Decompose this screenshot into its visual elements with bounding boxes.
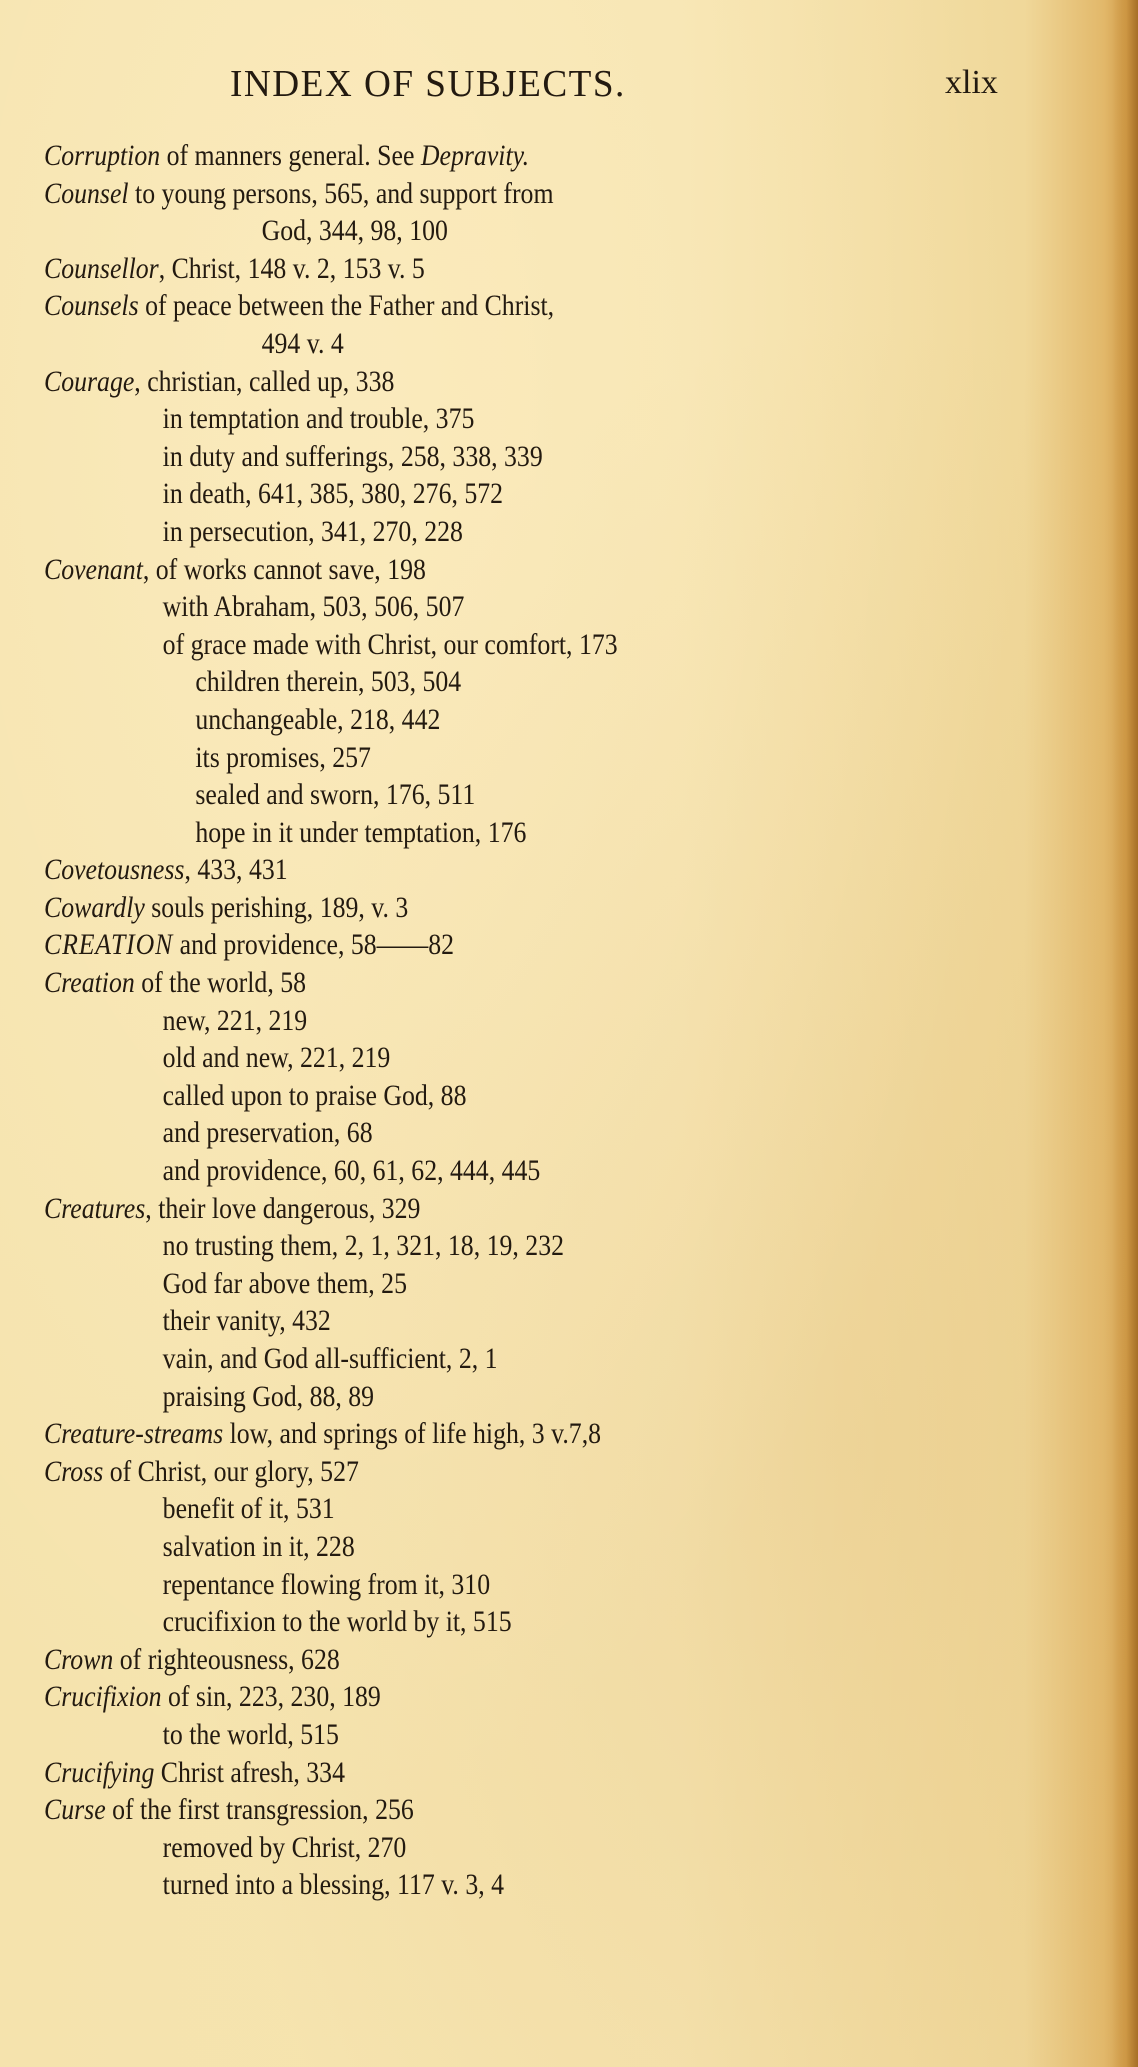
index-subentry bbox=[44, 739, 956, 777]
entry-text: 494 v. 4 bbox=[261, 326, 344, 360]
index-subentry bbox=[44, 588, 956, 626]
entry-headword: Counsel bbox=[44, 176, 129, 210]
index-subentry bbox=[44, 1227, 956, 1265]
entry-text: to the world, 515 bbox=[162, 1717, 339, 1751]
index-entry bbox=[44, 551, 956, 589]
entry-text: of righteousness, 628 bbox=[113, 1642, 340, 1676]
index-entry bbox=[44, 1641, 956, 1679]
index-subentry bbox=[44, 1002, 956, 1040]
entry-text: children therein, 503, 504 bbox=[195, 665, 462, 699]
index-subentry bbox=[44, 1528, 956, 1566]
entry-text: new, 221, 219 bbox=[162, 1003, 308, 1037]
index-entry bbox=[44, 175, 956, 213]
entry-text: of peace between the Father and Christ, bbox=[138, 289, 555, 323]
page-edge bbox=[1112, 0, 1138, 2067]
index-subentry bbox=[44, 663, 956, 701]
entry-headword: Covenant bbox=[44, 552, 143, 586]
entry-headword: Cross bbox=[44, 1454, 104, 1488]
index-entry bbox=[44, 1791, 956, 1829]
entry-text: in temptation and trouble, 375 bbox=[162, 402, 475, 436]
index-entry bbox=[44, 1678, 956, 1716]
entry-text: low, and springs of life high, 3 v.7,8 bbox=[223, 1417, 602, 1451]
index-subentry bbox=[44, 814, 956, 852]
entry-text: in persecution, 341, 270, 228 bbox=[162, 514, 463, 548]
entry-text: unchangeable, 218, 442 bbox=[195, 702, 441, 736]
cross-reference: Depravity. bbox=[420, 139, 530, 172]
entry-headword: Crown bbox=[44, 1642, 114, 1676]
index-subentry bbox=[44, 1152, 956, 1190]
entry-text: and providence, 58——82 bbox=[173, 928, 455, 962]
entry-text: , Christ, 148 v. 2, 153 v. 5 bbox=[158, 251, 425, 285]
entry-text: , their love dangerous, 329 bbox=[145, 1191, 421, 1225]
index-subentry bbox=[44, 1114, 956, 1152]
index-subentry bbox=[44, 513, 956, 551]
index-entry bbox=[44, 287, 956, 325]
index-subentry bbox=[44, 1340, 956, 1378]
index-subentry bbox=[44, 1039, 956, 1077]
entry-headword: Curse bbox=[44, 1793, 106, 1827]
index-subentry bbox=[44, 1866, 956, 1904]
entry-headword: Counsellor bbox=[44, 251, 159, 285]
entry-text: repentance flowing from it, 310 bbox=[162, 1567, 491, 1601]
entry-text: God, 344, 98, 100 bbox=[261, 214, 448, 248]
index-subentry bbox=[44, 626, 956, 664]
entry-text: vain, and God all-sufficient, 2, 1 bbox=[162, 1342, 498, 1375]
entry-headword: Crucifixion bbox=[44, 1680, 162, 1714]
index-subentry bbox=[44, 400, 956, 438]
entry-headword: Cowardly bbox=[44, 890, 145, 924]
entry-text: old and new, 221, 219 bbox=[162, 1041, 391, 1075]
entry-text: their vanity, 432 bbox=[162, 1304, 331, 1338]
index-entry bbox=[44, 1453, 956, 1491]
index-subentry bbox=[44, 438, 956, 476]
entry-headword: CREATION bbox=[44, 928, 174, 962]
entry-text: to young persons, 565, and support from bbox=[128, 176, 554, 210]
entry-text: crucifixion to the world by it, 515 bbox=[162, 1605, 512, 1639]
index-entries bbox=[44, 137, 1104, 1904]
page-number: xlix bbox=[945, 64, 998, 101]
index-subentry bbox=[44, 1490, 956, 1528]
index-entry bbox=[44, 1754, 956, 1792]
entry-text: turned into a blessing, 117 v. 3, 4 bbox=[162, 1868, 505, 1902]
index-entry bbox=[44, 964, 956, 1002]
entry-text: benefit of it, 531 bbox=[162, 1492, 335, 1526]
entry-headword: Crucifying bbox=[44, 1755, 155, 1789]
entry-text: sealed and sworn, 176, 511 bbox=[195, 778, 476, 812]
entry-text: of manners general. See bbox=[160, 139, 421, 172]
index-subentry bbox=[44, 701, 956, 739]
index-subentry bbox=[44, 1265, 956, 1303]
entry-headword: Counsels bbox=[44, 289, 139, 323]
index-entry bbox=[44, 137, 956, 175]
index-subentry bbox=[44, 1716, 956, 1754]
entry-text: of the first transgression, 256 bbox=[105, 1793, 414, 1827]
index-subentry bbox=[44, 1603, 956, 1641]
index-subentry bbox=[44, 475, 956, 513]
entry-text: of Christ, our glory, 527 bbox=[103, 1454, 359, 1488]
entry-headword: Covetousness bbox=[44, 853, 185, 887]
entry-text: Christ afresh, 334 bbox=[154, 1755, 345, 1789]
index-entry bbox=[44, 250, 956, 288]
entry-text: , of works cannot save, 198 bbox=[142, 552, 426, 586]
entry-headword: Corruption bbox=[44, 139, 161, 172]
index-entry bbox=[44, 1415, 956, 1453]
entry-text: in death, 641, 385, 380, 276, 572 bbox=[162, 477, 504, 511]
index-subentry bbox=[44, 1302, 956, 1340]
entry-text: God far above them, 25 bbox=[162, 1266, 407, 1300]
entry-text: hope in it under temptation, 176 bbox=[195, 815, 527, 849]
entry-text: of sin, 223, 230, 189 bbox=[161, 1680, 381, 1714]
entry-headword: Creature-streams bbox=[44, 1417, 224, 1451]
entry-headword: Creation bbox=[44, 966, 135, 1000]
entry-text: souls perishing, 189, v. 3 bbox=[144, 890, 409, 924]
entry-text: called upon to praise God, 88 bbox=[162, 1078, 467, 1112]
entry-headword: Courage bbox=[44, 364, 135, 398]
index-entry bbox=[44, 926, 956, 964]
entry-text: with Abraham, 503, 506, 507 bbox=[162, 590, 465, 624]
entry-text: and providence, 60, 61, 62, 444, 445 bbox=[162, 1154, 541, 1188]
entry-text: of grace made with Christ, our comfort, 173 bbox=[162, 627, 618, 661]
entry-text: salvation in it, 228 bbox=[162, 1529, 355, 1563]
index-subentry bbox=[44, 1566, 956, 1604]
entry-text: praising God, 88, 89 bbox=[162, 1379, 375, 1413]
entry-text: in duty and sufferings, 258, 338, 339 bbox=[162, 439, 543, 473]
index-entry bbox=[44, 1190, 956, 1228]
page-title: INDEX OF SUBJECTS. bbox=[230, 63, 626, 105]
entry-text: , 433, 431 bbox=[184, 853, 288, 887]
entry-text: , christian, called up, 338 bbox=[134, 364, 395, 398]
index-subentry bbox=[44, 1077, 956, 1115]
index-entry-continuation bbox=[44, 212, 956, 250]
entry-text: removed by Christ, 270 bbox=[162, 1830, 407, 1864]
entry-text: no trusting them, 2, 1, 321, 18, 19, 232 bbox=[162, 1229, 565, 1263]
entry-headword: Creatures bbox=[44, 1191, 146, 1225]
index-subentry bbox=[44, 776, 956, 814]
entry-text: its promises, 257 bbox=[195, 740, 371, 774]
running-head bbox=[0, 62, 1138, 112]
index-entry bbox=[44, 851, 956, 889]
index-subentry bbox=[44, 1829, 956, 1867]
index-entry bbox=[44, 363, 956, 401]
entry-text: of the world, 58 bbox=[134, 966, 307, 1000]
index-entry bbox=[44, 889, 956, 927]
index-entry-continuation bbox=[44, 325, 956, 363]
entry-text: and preservation, 68 bbox=[162, 1116, 373, 1150]
index-subentry bbox=[44, 1378, 956, 1416]
